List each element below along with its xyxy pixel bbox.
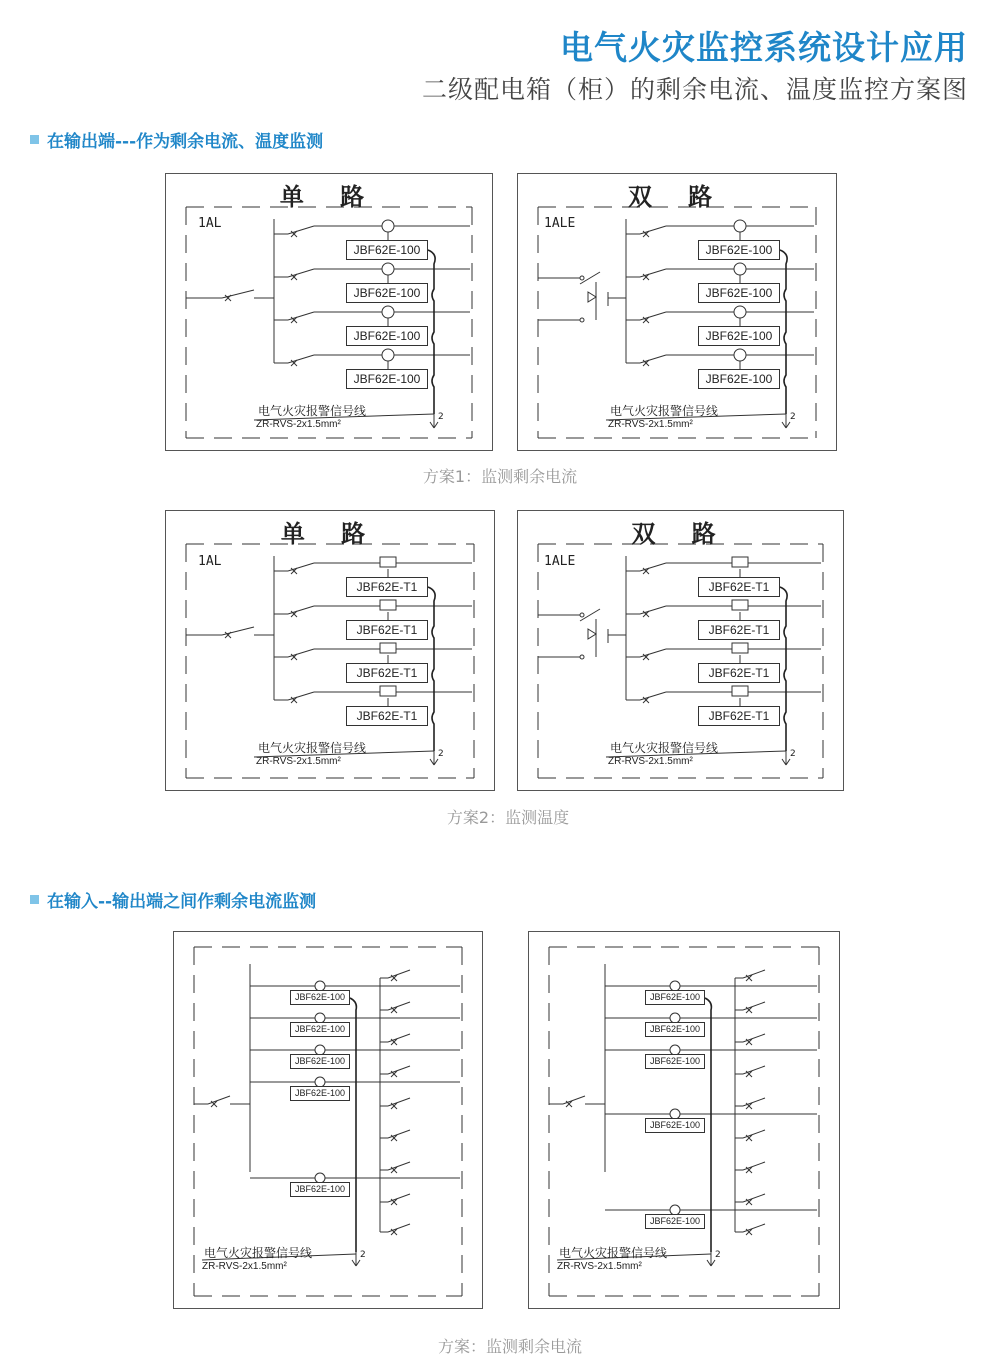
device-label: JBF62E-100 xyxy=(698,240,780,260)
device-label: JBF62E-100 xyxy=(290,1022,350,1037)
temp-sensor-icon xyxy=(380,643,396,653)
signal-line-label: 电气火灾报警信号线 xyxy=(610,741,719,755)
breaker-blade xyxy=(288,606,314,614)
section-heading-input-output xyxy=(30,887,316,912)
breaker-blade xyxy=(388,1130,410,1138)
bullet-square-icon xyxy=(30,135,39,144)
device-label: JBF62E-100 xyxy=(645,1118,705,1133)
caption-scheme-2: 方案2：监测温度 xyxy=(446,808,570,827)
breaker-blade xyxy=(388,1034,410,1042)
wire-count-label: 2 xyxy=(438,749,444,759)
breaker-blade xyxy=(743,1130,765,1138)
arrow-icon xyxy=(356,1260,360,1266)
device-label: JBF62E-T1 xyxy=(698,706,780,726)
cable-spec-label: ZR-RVS-2x1.5mm² xyxy=(557,1261,642,1272)
device-label: JBF62E-100 xyxy=(645,990,705,1005)
cable-spec-label: ZR-RVS-2x1.5mm² xyxy=(256,419,341,430)
panel-tag: 1AL xyxy=(198,216,222,231)
signal-wire xyxy=(350,998,356,1252)
breaker-blade xyxy=(640,226,666,234)
section-heading-output xyxy=(30,127,323,152)
ct-sensor-icon xyxy=(734,263,746,275)
temp-sensor-icon xyxy=(380,600,396,610)
wire-count-label: 2 xyxy=(790,749,796,759)
panel-tag: 1ALE xyxy=(544,216,576,231)
signal-wire xyxy=(705,998,711,1252)
panel-tag: 1ALE xyxy=(544,554,576,569)
panel-title: 双 路 xyxy=(627,183,727,211)
device-label: JBF62E-100 xyxy=(698,326,780,346)
terminal-icon xyxy=(580,318,584,322)
arrow-icon xyxy=(782,422,786,428)
breaker-blade xyxy=(388,1002,410,1010)
diagram-panel-dual-current xyxy=(517,173,837,451)
ct-sensor-icon xyxy=(382,306,394,318)
device-label: JBF62E-100 xyxy=(290,1086,350,1101)
breaker-blade xyxy=(640,269,666,277)
breaker-blade xyxy=(388,1066,410,1074)
device-label: JBF62E-100 xyxy=(290,1182,350,1197)
panel-tag: 1AL xyxy=(198,554,222,569)
breaker-blade xyxy=(743,1194,765,1202)
wire-count-label: 2 xyxy=(715,1250,721,1260)
breaker-blade xyxy=(640,606,666,614)
device-label: JBF62E-100 xyxy=(645,1022,705,1037)
breaker-blade xyxy=(388,1162,410,1170)
terminal-icon xyxy=(580,655,584,659)
breaker-blade xyxy=(640,649,666,657)
ct-sensor-icon xyxy=(382,263,394,275)
arrow-icon xyxy=(430,759,434,765)
breaker-blade xyxy=(288,692,314,700)
breaker-blade xyxy=(288,269,314,277)
signal-wire xyxy=(780,587,787,751)
device-label: JBF62E-T1 xyxy=(346,663,428,683)
diagram-panel-mixed-right xyxy=(528,931,840,1309)
device-label: JBF62E-T1 xyxy=(698,577,780,597)
device-label: JBF62E-100 xyxy=(698,283,780,303)
ct-sensor-icon xyxy=(734,220,746,232)
breaker-blade xyxy=(743,1002,765,1010)
diagram-panel-single-temperature xyxy=(165,510,495,791)
device-label: JBF62E-100 xyxy=(346,283,428,303)
ct-sensor-icon xyxy=(734,306,746,318)
device-label: JBF62E-100 xyxy=(698,369,780,389)
cable-spec-label: ZR-RVS-2x1.5mm² xyxy=(608,419,693,430)
wire-count-label: 2 xyxy=(790,412,796,422)
arrow-icon xyxy=(352,1260,356,1266)
device-label: JBF62E-T1 xyxy=(698,663,780,683)
breaker-blade xyxy=(388,1224,410,1232)
breaker-blade xyxy=(743,970,765,978)
ct-sensor-icon xyxy=(382,349,394,361)
temp-sensor-icon xyxy=(732,643,748,653)
signal-wire xyxy=(780,250,787,414)
arrow-icon xyxy=(782,759,786,765)
panel-title: 单 路 xyxy=(280,520,380,548)
signal-wire xyxy=(428,250,435,414)
device-label: JBF62E-100 xyxy=(290,990,350,1005)
device-label: JBF62E-100 xyxy=(346,240,428,260)
breaker-blade xyxy=(640,692,666,700)
breaker-blade xyxy=(640,355,666,363)
breaker-blade xyxy=(743,1224,765,1232)
temp-sensor-icon xyxy=(380,557,396,567)
caption-scheme-1: 方案1：监测剩余电流 xyxy=(422,467,578,486)
temp-sensor-icon xyxy=(380,686,396,696)
ct-sensor-icon xyxy=(382,220,394,232)
temp-sensor-icon xyxy=(732,686,748,696)
transfer-switch-icon xyxy=(588,629,596,639)
panel-title: 单 路 xyxy=(279,183,379,211)
device-label: JBF62E-100 xyxy=(346,326,428,346)
breaker-blade xyxy=(288,563,314,571)
signal-wire xyxy=(428,587,435,751)
signal-line-label: 电气火灾报警信号线 xyxy=(610,404,719,418)
device-label: JBF62E-T1 xyxy=(346,620,428,640)
device-label: JBF62E-100 xyxy=(645,1054,705,1069)
diagram-panel-single-current xyxy=(165,173,493,451)
device-label: JBF62E-T1 xyxy=(346,706,428,726)
terminal-icon xyxy=(580,613,584,617)
device-label: JBF62E-100 xyxy=(645,1214,705,1229)
signal-line-label: 电气火灾报警信号线 xyxy=(204,1246,313,1260)
page-subtitle: 二级配电箱（柜）的剩余电流、温度监控方案图 xyxy=(421,75,968,104)
device-label: JBF62E-T1 xyxy=(698,620,780,640)
breaker-blade xyxy=(743,1098,765,1106)
section-label: 在输出端---作为剩余电流、温度监测 xyxy=(47,132,324,152)
signal-line-label: 电气火灾报警信号线 xyxy=(559,1246,668,1260)
cable-spec-label: ZR-RVS-2x1.5mm² xyxy=(202,1261,287,1272)
breaker-blade xyxy=(640,563,666,571)
device-label: JBF62E-100 xyxy=(346,369,428,389)
signal-line-label: 电气火灾报警信号线 xyxy=(258,741,367,755)
arrow-icon xyxy=(434,422,438,428)
arrow-icon xyxy=(707,1260,711,1266)
terminal-icon xyxy=(580,276,584,280)
breaker-blade xyxy=(288,649,314,657)
device-label: JBF62E-T1 xyxy=(346,577,428,597)
page-title: 电气火灾监控系统设计应用 xyxy=(560,28,968,67)
arrow-icon xyxy=(786,422,790,428)
temp-sensor-icon xyxy=(732,557,748,567)
breaker-blade xyxy=(388,1098,410,1106)
transfer-switch-icon xyxy=(588,292,596,302)
breaker-blade xyxy=(288,312,314,320)
signal-line-label: 电气火灾报警信号线 xyxy=(258,404,367,418)
panel-title: 双 路 xyxy=(631,520,730,548)
breaker-blade xyxy=(388,1194,410,1202)
cable-spec-label: ZR-RVS-2x1.5mm² xyxy=(256,756,341,767)
arrow-icon xyxy=(786,759,790,765)
caption-scheme-3: 方案：监测剩余电流 xyxy=(437,1337,582,1356)
breaker-blade xyxy=(743,1162,765,1170)
arrow-icon xyxy=(711,1260,715,1266)
breaker-blade xyxy=(288,355,314,363)
ct-sensor-icon xyxy=(734,349,746,361)
cable-spec-label: ZR-RVS-2x1.5mm² xyxy=(608,756,693,767)
bullet-square-icon xyxy=(30,895,39,904)
breaker-blade xyxy=(563,1096,585,1104)
temp-sensor-icon xyxy=(732,600,748,610)
section-label: 在输入--输出端之间作剩余电流监测 xyxy=(47,892,317,912)
arrow-icon xyxy=(434,759,438,765)
breaker-blade xyxy=(388,970,410,978)
breaker-blade xyxy=(743,1034,765,1042)
diagram-panel-dual-temperature xyxy=(517,510,844,791)
arrow-icon xyxy=(430,422,434,428)
wire-count-label: 2 xyxy=(438,412,444,422)
diagram-panel-mixed-left xyxy=(173,931,483,1309)
breaker-blade xyxy=(640,312,666,320)
breaker-blade xyxy=(743,1066,765,1074)
breaker-blade xyxy=(208,1096,230,1104)
device-label: JBF62E-100 xyxy=(290,1054,350,1069)
breaker-blade xyxy=(288,226,314,234)
wire-count-label: 2 xyxy=(360,1250,366,1260)
